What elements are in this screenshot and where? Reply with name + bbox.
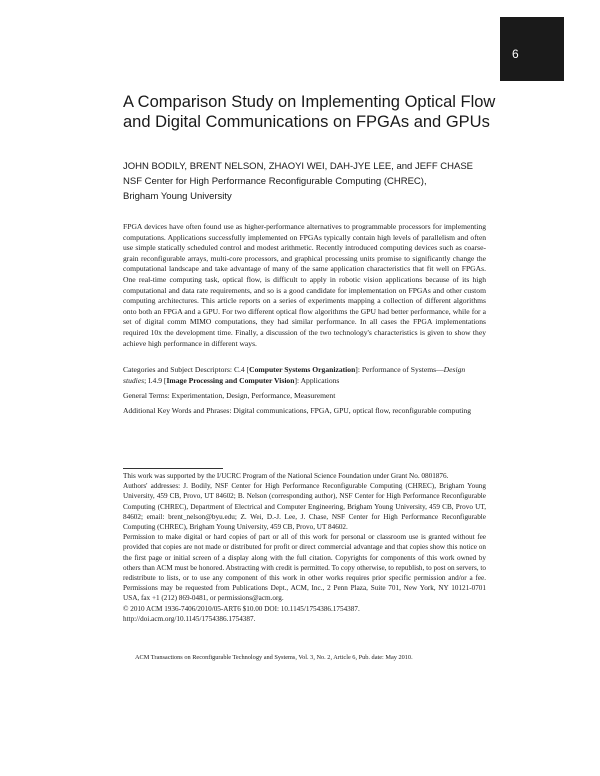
funding-note: This work was supported by the I/UCRC Program of the National Science Foundation under Grant No. 0801876. [123, 472, 449, 480]
footnotes [123, 471, 486, 624]
copyright-line: © 2010 ACM 1936-7406/2010/05-ART6 $10.00 DOI: 10.1145/1754386.1754387. [123, 604, 360, 613]
journal-footer: ACM Transactions on Reconfigurable Technology and Systems, Vol. 3, No. 2, Article 6, Pub. date: May 2010. [135, 654, 413, 661]
categories-descriptors [123, 365, 486, 386]
page-number-tab [500, 17, 564, 81]
permission-notice: Permission to make digital or hard copies of part or all of this work for personal or classroom use is granted without fee provided that copies are not made or distributed for profit or direct commercial advantage and that copies show this notice on the first page or initial screen of a display along with the full citation. Copyrights for components of this work owned by others than ACM must be honored. Abstracting with credit is permitted. To copy otherwise, to republish, to post on servers, to redistribute to lists, or to use any component of this work in other works requires prior specific permission and/or a fee. Permissions may be requested from Publications Dept., ACM, Inc., 2 Penn Plaza, Suite 701, New York, NY 10121-0701 USA, fax +1 (212) 869-0481, or permissions@acm.org. [123, 533, 486, 603]
category-c4-rest: ]: Performance of Systems— [355, 365, 444, 374]
category-c4-sub: Design studies [123, 365, 466, 385]
footnote-divider [123, 468, 223, 469]
category-i49-rest: ]: Applications [294, 375, 340, 385]
abstract: FPGA devices have often found use as higher-performance alternatives to programmable processors for implementing computations. Applications successfully implemented on FPGAs typically contain high levels of parallelism and often use simple statically scheduled control and modest arithmetic. Recently introduced computing devices such as coarse-grain reconfigurable arrays, multi-core processors, and graphical processing units promise to significantly change the computational landscape and take advantage of many of the same application characteristics that fit well on FPGAs. One real-time computing task, optical flow, is difficult to apply in robotic vision applications because of its high computational and data rate requirements, and so is a good candidate for implementation on FPGAs and other custom computing architectures. This article reports on a series of experiments mapping a collection of different algorithms onto both an FPGA and a GPU. For two different optical flow algorithms the GPU had better performance, while for a set of digital comm MIMO computations, they had similar performance. In all cases the FPGA implementations required 10x the development time. Finally, a discussion of the two technology's characteristics is given to show they achieve high performance in different ways. [123, 222, 486, 348]
affiliation-line-1: NSF Center for High Performance Reconfigurable Computing (CHREC), [123, 176, 427, 187]
keywords: Additional Key Words and Phrases: Digital communications, FPGA, GPU, optical flow, reconfigurable computing [123, 406, 472, 415]
doi-link[interactable]: http://doi.acm.org/10.1145/1754386.1754387. [123, 614, 256, 623]
category-i49-name: Image Processing and Computer Vision [166, 375, 295, 385]
category-i49-code: ; I.4.9 [ [144, 375, 167, 385]
author-list: JOHN BODILY, BRENT NELSON, ZHAOYI WEI, DAH-JYE LEE, and JEFF CHASE [123, 161, 474, 172]
paper-title: A Comparison Study on Implementing Optical Flow and Digital Communications on FPGAs and GPUs [123, 93, 496, 131]
general-terms: General Terms: Experimentation, Design, Performance, Measurement [123, 391, 336, 400]
affiliation-line-2: Brigham Young University [123, 191, 232, 202]
author-block [123, 159, 523, 204]
categories-label: Categories and Subject Descriptors: [123, 365, 233, 374]
category-c4-name: Computer Systems Organization [249, 365, 356, 374]
page-number: 6 [512, 47, 519, 61]
author-addresses: Authors' addresses: J. Bodily, NSF Center for High Performance Reconfigurable Computing (CHREC), Brigham Young University, 459 CB, Provo, UT 84602; B. Nelson (corresponding author), NSF Center for High Performance Reconfigurable Computing (CHREC), Department of Electrical and Computer Engineering, Brigham Young University, 459 CB, Provo UT, 84602; email: brent_nelson@byu.edu; Z. Wei, D.-J. Lee, J. Chase, NSF Center for High Performance Reconfigurable Computing (CHREC), Brigham Young University, 459 CB, Provo, UT 84602. [123, 482, 486, 532]
category-c4-code: C.4 [ [233, 365, 250, 374]
